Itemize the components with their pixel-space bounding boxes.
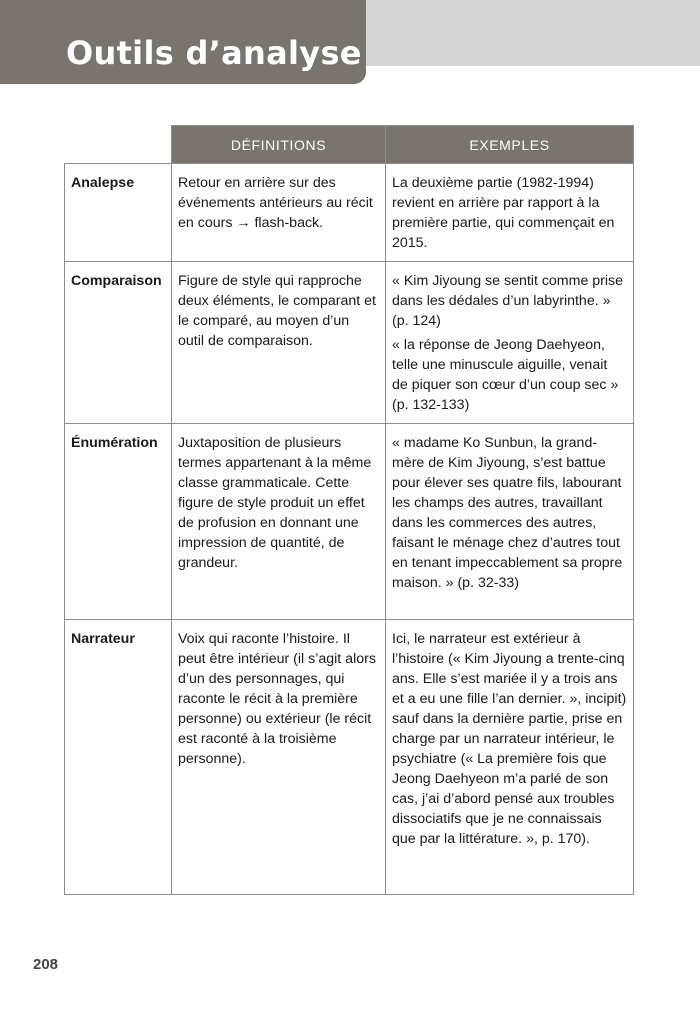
definition-cell: Figure de style qui rapproche deux éléments, le comparant et le comparé, au moyen d’un outil de comparaison. xyxy=(172,262,386,424)
definitions-table xyxy=(64,125,634,895)
table-row xyxy=(65,620,634,895)
table-corner xyxy=(65,126,172,164)
example-text: « madame Ko Sunbun, la grand-mère de Kim Jiyoung, s’est battue pour élever ses quatre fils, labourant les champs des autres, travaillant dans les commerces des autres, faisant le ménage chez d’autres tout en tenant impeccablement sa propre maison. » (p. 32-33) xyxy=(392,435,623,591)
term-cell: Analepse xyxy=(65,164,172,262)
page-number: 208 xyxy=(33,956,59,973)
table-row xyxy=(65,262,634,424)
term-cell: Énumération xyxy=(65,424,172,620)
example-cell xyxy=(386,424,634,620)
table-header-row xyxy=(65,126,634,164)
column-header-definitions: DÉFINITIONS xyxy=(172,126,386,164)
table-row xyxy=(65,424,634,620)
example-cell xyxy=(386,164,634,262)
example-text: « Kim Jiyoung se sentit comme prise dans les dédales d’un labyrinthe. » (p. 124) xyxy=(392,273,624,329)
page-title: Outils d’analyse xyxy=(66,34,362,72)
definition-cell: Retour en arrière sur des événements antérieurs au récit en cours → flash-back. xyxy=(172,164,386,262)
example-text: « la réponse de Jeong Daehyeon, telle une minuscule aiguille, venait de piquer son cœur d’un coup sec » (p. 132-133) xyxy=(392,337,619,413)
definition-cell: Juxtaposition de plusieurs termes appartenant à la même classe grammaticale. Cette figure de style produit un effet de profusion en donnant une impression de quantité, de grandeur. xyxy=(172,424,386,620)
example-cell xyxy=(386,262,634,424)
term-cell: Narrateur xyxy=(65,620,172,895)
example-text: La deuxième partie (1982-1994) revient en arrière par rapport à la première partie, qui commençait en 2015. xyxy=(392,175,615,251)
column-header-exemples: EXEMPLES xyxy=(386,126,634,164)
example-cell xyxy=(386,620,634,895)
example-text: Ici, le narrateur est extérieur à l’histoire (« Kim Jiyoung a trente-cinq ans. Elle s’est mariée il y a trois ans et a eu une fille l’an dernier. », incipit) sauf dans la dernière partie, prise en charge par un narrateur intérieur, le psychiatre (« La première fois que Jeong Daehyeon m’a parlé de son cas, j’ai d’abord pensé aux troubles dissociatifs que je ne connaissais que par la littérature. », p. 170). xyxy=(392,631,627,847)
definition-cell: Voix qui raconte l’histoire. Il peut être intérieur (il s’agit alors d’un des personnages, qui raconte le récit à la première personne) ou extérieur (le récit est raconté à la troisième personne). xyxy=(172,620,386,895)
title-box xyxy=(0,0,366,84)
table-row xyxy=(65,164,634,262)
term-cell: Comparaison xyxy=(65,262,172,424)
